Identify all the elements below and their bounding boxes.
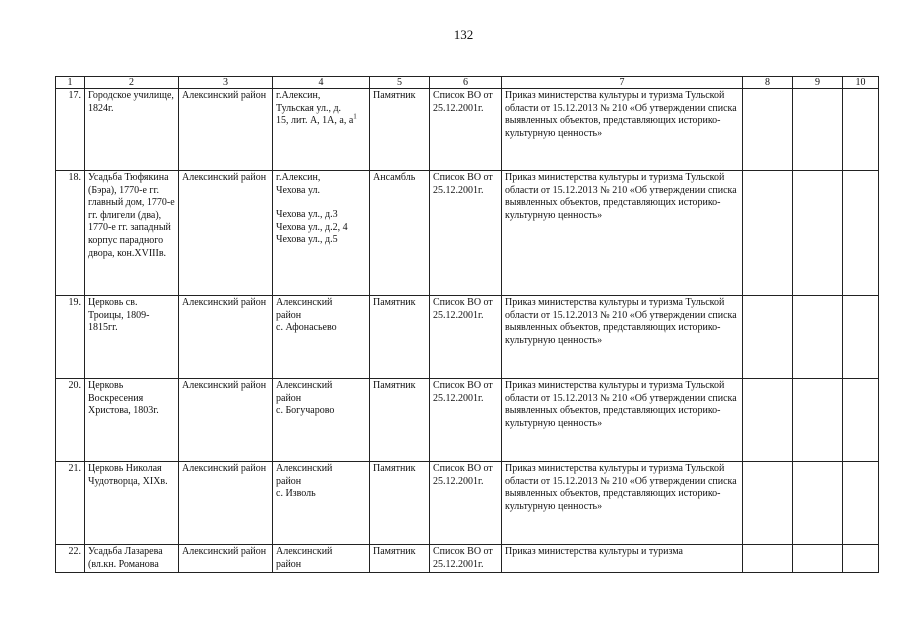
address-superscript: 1: [353, 112, 357, 121]
address-line: Чехова ул.: [276, 184, 321, 196]
object-type: Памятник: [370, 379, 430, 462]
address-line: Чехова ул., д.2, 4: [276, 221, 348, 233]
table-row: [56, 379, 879, 462]
address-line-text: 15, лит. А, 1А, а, а: [276, 115, 354, 127]
district: Алексинский район: [179, 462, 273, 545]
district: Алексинский район: [179, 89, 273, 171]
address-line: г.Алексин,: [276, 90, 321, 101]
address-line: район: [276, 475, 302, 487]
column-header: 10: [843, 77, 879, 89]
address-line: Алексинский: [276, 297, 333, 308]
column-header: 6: [430, 77, 502, 89]
empty-cell: [843, 171, 879, 296]
empty-cell: [793, 545, 843, 573]
row-number: 20.: [56, 379, 85, 462]
empty-cell: [743, 296, 793, 379]
address-line: Чехова ул., д.3: [276, 209, 338, 221]
order-reference: Приказ министерства культуры и туризма: [502, 545, 743, 573]
district: Алексинский район: [179, 171, 273, 296]
row-number: 18.: [56, 171, 85, 296]
table-row: [56, 545, 879, 573]
object-name: Церковь Воскресения Христова, 1803г.: [85, 379, 179, 462]
column-header: 9: [793, 77, 843, 89]
object-name: Усадьба Тюфякина (Бэра), 1770-е гг. главный дом, 1770-е гг. флигели (два), 1770-е гг. западный корпус парадного двора, кон.XVIIIв.: [85, 171, 179, 296]
row-number: 17.: [56, 89, 85, 171]
address: [273, 89, 370, 171]
district: Алексинский район: [179, 545, 273, 573]
empty-cell: [843, 379, 879, 462]
order-reference: Приказ министерства культуры и туризма Тульской области от 15.12.2013 № 210 «Об утверждении списка выявленных объектов, представляющих историко-культурную ценность»: [502, 171, 743, 296]
table-row: [56, 89, 879, 171]
order-reference: Приказ министерства культуры и туризма Тульской области от 15.12.2013 № 210 «Об утверждении списка выявленных объектов, представляющих историко-культурную ценность»: [502, 89, 743, 171]
address-line: Чехова ул., д.5: [276, 234, 338, 246]
object-type: Памятник: [370, 89, 430, 171]
address: [273, 296, 370, 379]
row-number: 21.: [56, 462, 85, 545]
order-reference: Приказ министерства культуры и туризма Тульской области от 15.12.2013 № 210 «Об утверждении списка выявленных объектов, представляющих историко-культурную ценность»: [502, 296, 743, 379]
object-type: Памятник: [370, 462, 430, 545]
column-header: 1: [56, 77, 85, 89]
order-reference: Приказ министерства культуры и туризма Тульской области от 15.12.2013 № 210 «Об утверждении списка выявленных объектов, представляющих историко-культурную ценность»: [502, 379, 743, 462]
address-line: с. Изволь: [276, 488, 316, 500]
page-number: 132: [453, 27, 474, 42]
object-type: Памятник: [370, 545, 430, 573]
column-header: 8: [743, 77, 793, 89]
empty-cell: [843, 462, 879, 545]
address-line: район: [276, 392, 302, 404]
object-type: Памятник: [370, 296, 430, 379]
address-line: район: [276, 558, 302, 570]
address-line: [276, 112, 366, 128]
address-line: г.Алексин,: [276, 172, 321, 183]
column-header: 5: [370, 77, 430, 89]
object-name: Церковь св. Троицы, 1809-1815гг.: [85, 296, 179, 379]
table-row: [56, 296, 879, 379]
table-row: [56, 171, 879, 296]
address-line: район: [276, 309, 302, 321]
empty-cell: [793, 296, 843, 379]
basis: Список ВО от 25.12.2001г.: [430, 545, 502, 573]
empty-cell: [793, 171, 843, 296]
address-line: Алексинский: [276, 463, 333, 474]
basis: Список ВО от 25.12.2001г.: [430, 89, 502, 171]
district: Алексинский район: [179, 379, 273, 462]
address-line: Алексинский: [276, 380, 333, 391]
basis: Список ВО от 25.12.2001г.: [430, 462, 502, 545]
basis: Список ВО от 25.12.2001г.: [430, 171, 502, 296]
object-type: Ансамбль: [370, 171, 430, 296]
address-line: с. Богучарово: [276, 405, 335, 417]
order-reference: Приказ министерства культуры и туризма Тульской области от 15.12.2013 № 210 «Об утверждении списка выявленных объектов, представляющих историко-культурную ценность»: [502, 462, 743, 545]
basis: Список ВО от 25.12.2001г.: [430, 379, 502, 462]
table-row: [56, 462, 879, 545]
object-name: Церковь Николая Чудотворца, XIXв.: [85, 462, 179, 545]
empty-cell: [743, 89, 793, 171]
row-number: 22.: [56, 545, 85, 573]
address-line: Тульская ул., д.: [276, 102, 342, 114]
district: Алексинский район: [179, 296, 273, 379]
basis: Список ВО от 25.12.2001г.: [430, 296, 502, 379]
object-name: Городское училище, 1824г.: [85, 89, 179, 171]
column-header: 2: [85, 77, 179, 89]
empty-cell: [743, 171, 793, 296]
empty-cell: [743, 379, 793, 462]
address: [273, 545, 370, 573]
empty-cell: [843, 89, 879, 171]
empty-cell: [743, 545, 793, 573]
address: [273, 462, 370, 545]
column-number-header: [56, 77, 879, 89]
address-line: с. Афонасьево: [276, 322, 337, 334]
address: [273, 171, 370, 296]
empty-cell: [843, 545, 879, 573]
address: [273, 379, 370, 462]
empty-cell: [843, 296, 879, 379]
column-header: 4: [273, 77, 370, 89]
empty-cell: [793, 89, 843, 171]
column-header: 7: [502, 77, 743, 89]
empty-cell: [743, 462, 793, 545]
row-number: 19.: [56, 296, 85, 379]
heritage-registry-table: [55, 76, 879, 573]
object-name: Усадьба Лазарева (вл.кн. Романова: [85, 545, 179, 573]
empty-cell: [793, 379, 843, 462]
column-header: 3: [179, 77, 273, 89]
address-line: Алексинский: [276, 546, 333, 557]
empty-cell: [793, 462, 843, 545]
